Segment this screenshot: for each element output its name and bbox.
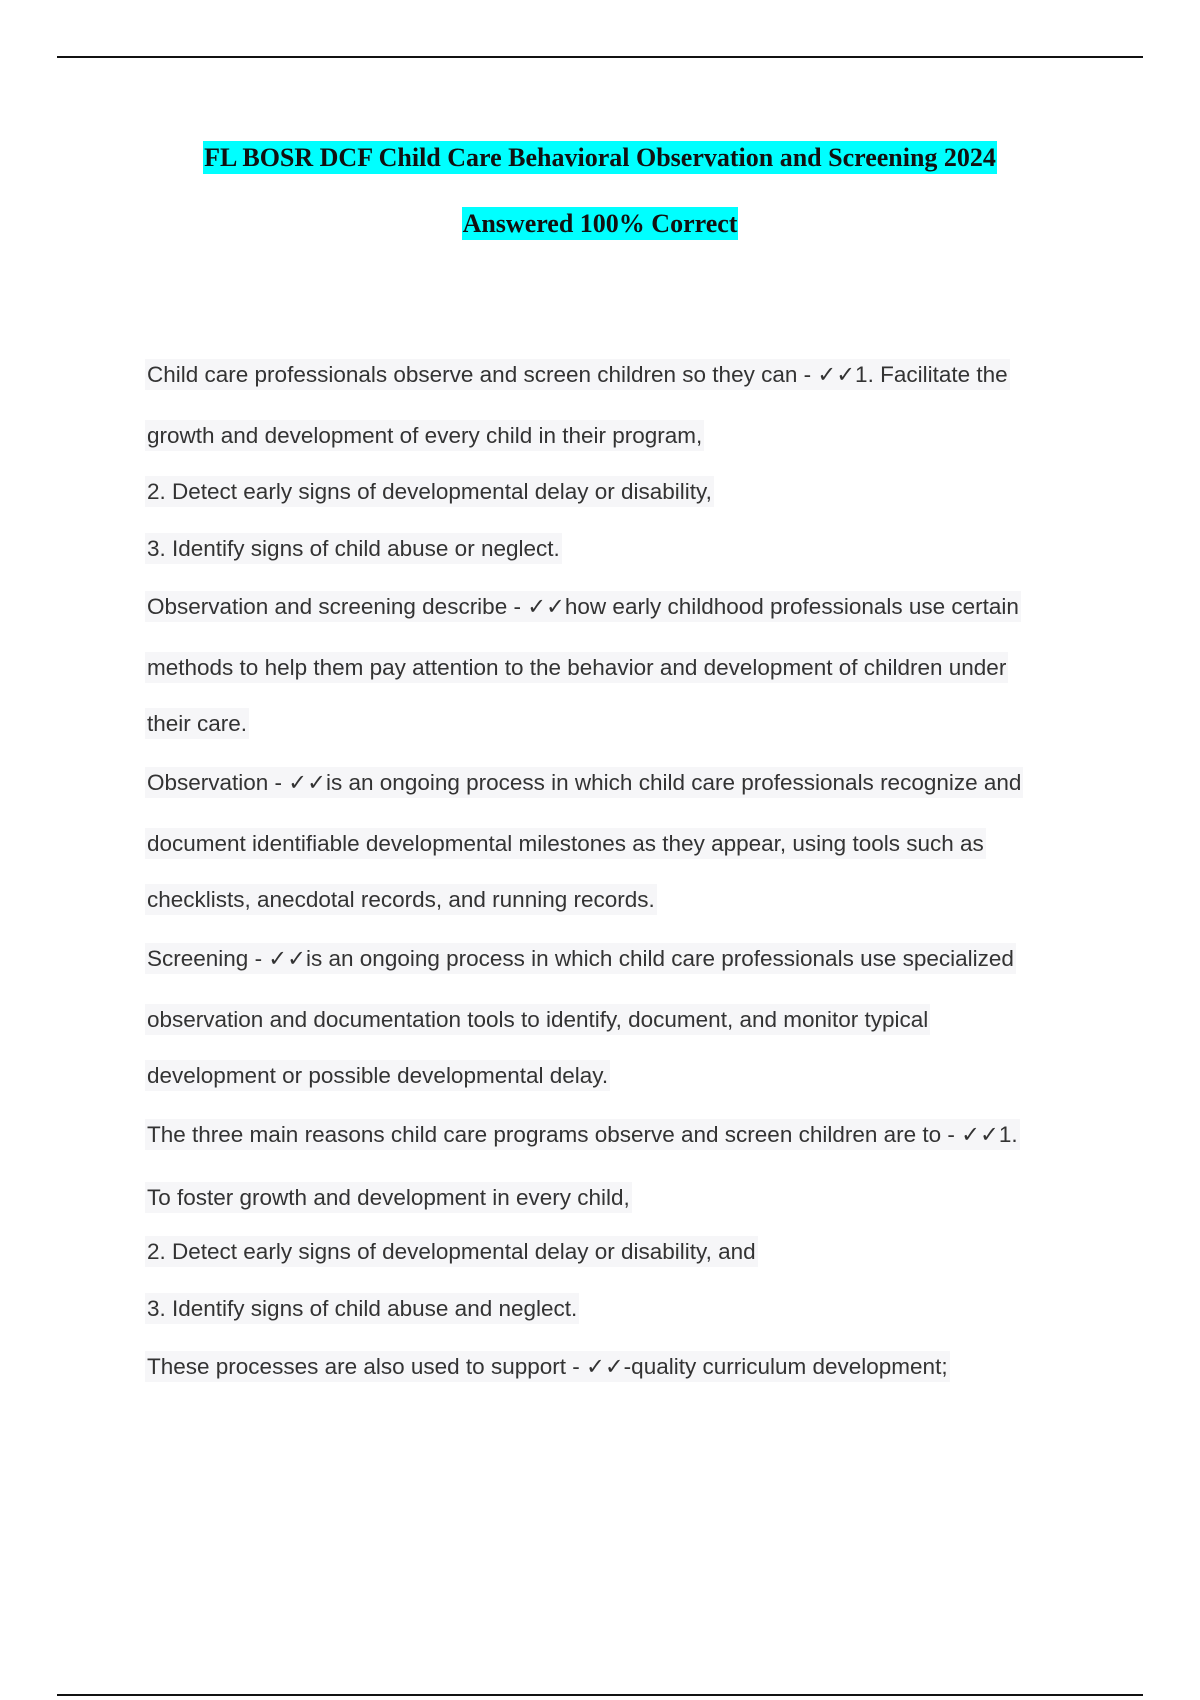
title-highlight: FL BOSR DCF Child Care Behavioral Observation and Screening 2024 — [204, 143, 996, 172]
body-line: Observation - ✓✓is an ongoing process in which child care professionals recognize and — [145, 768, 1023, 798]
body-line: 3. Identify signs of child abuse or neglect. — [145, 534, 562, 564]
body-line: checklists, anecdotal records, and running records. — [145, 885, 657, 915]
header-rule — [57, 56, 1143, 58]
body-line: To foster growth and development in every child, — [145, 1183, 632, 1213]
document-title-line-2 — [0, 209, 1200, 239]
document-title-line-1 — [0, 143, 1200, 173]
body-line: The three main reasons child care programs observe and screen children are to - ✓✓1. — [145, 1120, 1020, 1150]
body-line: Child care professionals observe and screen children so they can - ✓✓1. Facilitate the — [145, 360, 1010, 390]
body-line: 2. Detect early signs of developmental delay or disability, — [145, 477, 714, 507]
title-highlight: Answered 100% Correct — [462, 209, 738, 238]
body-line: document identifiable developmental milestones as they appear, using tools such as — [145, 829, 986, 859]
body-line: their care. — [145, 709, 249, 739]
body-line: observation and documentation tools to identify, document, and monitor typical — [145, 1005, 930, 1035]
body-line: 3. Identify signs of child abuse and neglect. — [145, 1294, 579, 1324]
body-line: 2. Detect early signs of developmental delay or disability, and — [145, 1237, 758, 1267]
body-line: Observation and screening describe - ✓✓how early childhood professionals use certain — [145, 592, 1021, 622]
body-line: Screening - ✓✓is an ongoing process in which child care professionals use specialized — [145, 944, 1016, 974]
body-line: development or possible developmental delay. — [145, 1061, 610, 1091]
footer-rule — [57, 1694, 1143, 1696]
body-line: These processes are also used to support - ✓✓-quality curriculum development; — [145, 1352, 950, 1382]
body-line: growth and development of every child in their program, — [145, 421, 704, 451]
body-line: methods to help them pay attention to the behavior and development of children under — [145, 653, 1008, 683]
